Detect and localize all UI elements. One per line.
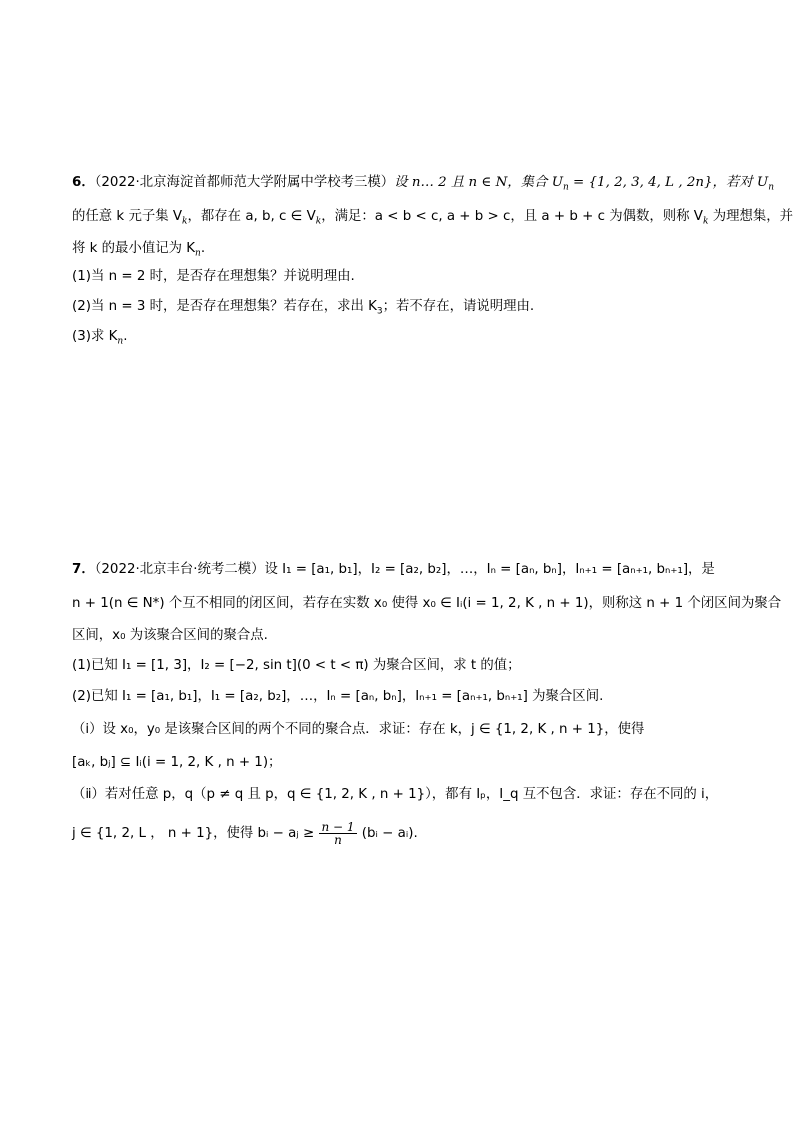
q7-source: （2022·北京丰台·统考二模）: [94, 562, 265, 577]
q6-line-2: 的任意 k 元子集 $V_k$，都存在 a, b, c ∈ $V_k$，满足：a < b < c, a + b > c，且 a + b + c 为偶数，则称 $V_k$ 为理想集，并: [72, 209, 794, 227]
q6-line-1: 6．（2022·北京海淀首都师范大学附属中学校考三模）设 n… 2 且 n ∈ N，集合 $U_n = \{1$, 2, 3, 4, L , 2n}，若对 $U_n$: [72, 175, 775, 193]
q7-number: 7．: [72, 562, 95, 577]
q7-sub-ii-cont: j ∈ {1, 2, L ， n + 1}，使得 bᵢ − aⱼ ≥ $\frac{n - 1}{n}$ (bᵢ − aᵢ).: [72, 819, 418, 847]
q7-line-3: 区间，x₀ 为该聚合区间的聚合点.: [72, 628, 268, 643]
q6-source: （2022·北京海淀首都师范大学附属中学校考三模）: [94, 175, 395, 190]
q7-part-2: (2)已知 I₁ = [a₁, b₁]，I₁ = [a₂, b₂]，…，Iₙ = [aₙ, bₙ]，Iₙ₊₁ = [aₙ₊₁, bₙ₊₁] 为聚合区间.: [72, 689, 604, 704]
q7-sub-ii: （ⅱ）若对任意 p，q（p ≠ q 且 p，q ∈ {1, 2, K , n + 1}），都有 Iₚ，I_q 互不包含．求证：存在不同的 i，: [72, 787, 719, 802]
q6-part-3: (3)求 $K_n$.: [72, 329, 128, 347]
fraction: $\frac{n - 1}{n}$: [321, 819, 355, 847]
q6-part-1: (1)当 n = 2 时，是否存在理想集？并说明理由.: [72, 269, 355, 284]
q7-line-1: 7．（2022·北京丰台·统考二模）设 I₁ = [a₁, b₁]，I₂ = [a₂, b₂]，…，Iₙ = [aₙ, bₙ]，Iₙ₊₁ = [aₙ₊₁, bₙ₊₁]，是: [72, 562, 715, 577]
q6-part-2: (2)当 n = 3 时，是否存在理想集？若存在，求出 $K_3$；若不存在，请说明理由.: [72, 299, 535, 317]
q6-number: 6．: [72, 175, 95, 190]
q7-sub-i: （ⅰ）设 x₀，y₀ 是该聚合区间的两个不同的聚合点．求证：存在 k，j ∈ {1, 2, K , n + 1}，使得: [72, 722, 645, 737]
q7-sub-i-cont: [aₖ, bⱼ] ⊆ Iᵢ(i = 1, 2, K , n + 1)；: [72, 755, 282, 770]
q7-part-1: (1)已知 I₁ = [1, 3]，I₂ = [−2, sin t](0 < t < π) 为聚合区间，求 t 的值；: [72, 658, 521, 673]
q6-line-3: 将 k 的最小值记为 $K_n$.: [72, 241, 206, 259]
q7-line-2: n + 1(n ∈ N*) 个互不相同的闭区间，若存在实数 x₀ 使得 x₀ ∈ Iᵢ(i = 1, 2, K , n + 1)，则称这 n + 1 个闭区间为聚合: [72, 596, 782, 611]
